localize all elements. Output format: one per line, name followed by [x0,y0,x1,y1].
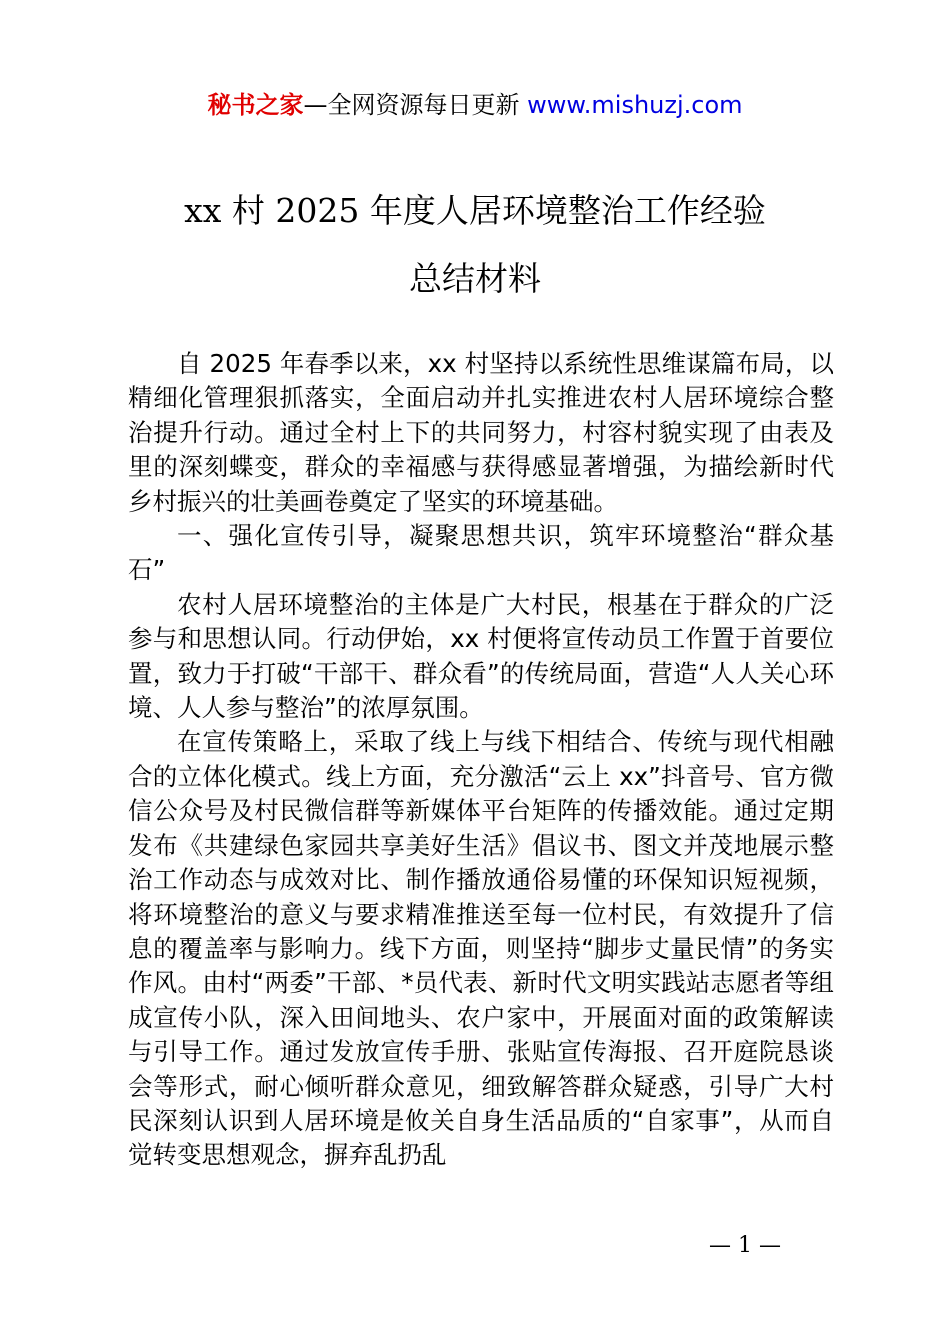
site-tagline: —全网资源每日更新 [303,91,528,119]
site-header [0,88,950,122]
document-title-line-2: 总结材料 [409,259,541,298]
section-heading: 一、强化宣传引导，凝聚思想共识，筑牢环境整治“群众基石” [128,521,834,585]
page-number: — 1 — [709,1233,781,1258]
site-brand: 秘书之家 [207,91,304,119]
site-url-link[interactable]: www.mishuzj.com [527,91,743,119]
document-body [128,347,834,1173]
body-paragraph: 在宣传策略上，采取了线上与线下相结合、传统与现代相融合的立体化模式。线上方面，充分激活“云上 xx”抖音号、官方微信公众号及村民微信群等新媒体平台矩阵的传播效能。通过定期发布《共建绿色家园共享美好生活》倡议书、图文并茂地展示整治工作动态与成效对比、制作播放通俗易懂的环保知识短视频，将环境整治的意义与要求精准推送至每一位村民，有效提升了信息的覆盖率与影响力。线下方面，则坚持“脚步丈量民情”的务实作风。由村“两委”干部、*员代表、新时代文明实践站志愿者等组成宣传小队，深入田间地头、农户家中，开展面对面的政策解读与引导工作。通过发放宣传手册、张贴宣传海报、召开庭院恳谈会等形式，耐心倾听群众意见，细致解答群众疑惑，引导广大村民深刻认识到人居环境是攸关自身生活品质的“自家事”，从而自觉转变思想观念，摒弃乱扔乱 [128,727,834,1170]
document-title-line-1: xx 村 2025 年度人居环境整治工作经验 [184,191,766,230]
intro-paragraph: 自 2025 年春季以来，xx 村坚持以系统性思维谋篇布局，以精细化管理狠抓落实，全面启动并扎实推进农村人居环境综合整治提升行动。通过全村上下的共同努力，村容村貌实现了由表及里的深刻蝶变，群众的幸福感与获得感显著增强，为描绘新时代乡村振兴的壮美画卷奠定了坚实的环境基础。 [128,349,834,516]
body-paragraph: 农村人居环境整治的主体是广大村民，根基在于群众的广泛参与和思想认同。行动伊始，xx 村便将宣传动员工作置于首要位置，致力于打破“干部干、群众看”的传统局面，营造“人人关心环境、人人参与整治”的浓厚氛围。 [128,589,834,723]
